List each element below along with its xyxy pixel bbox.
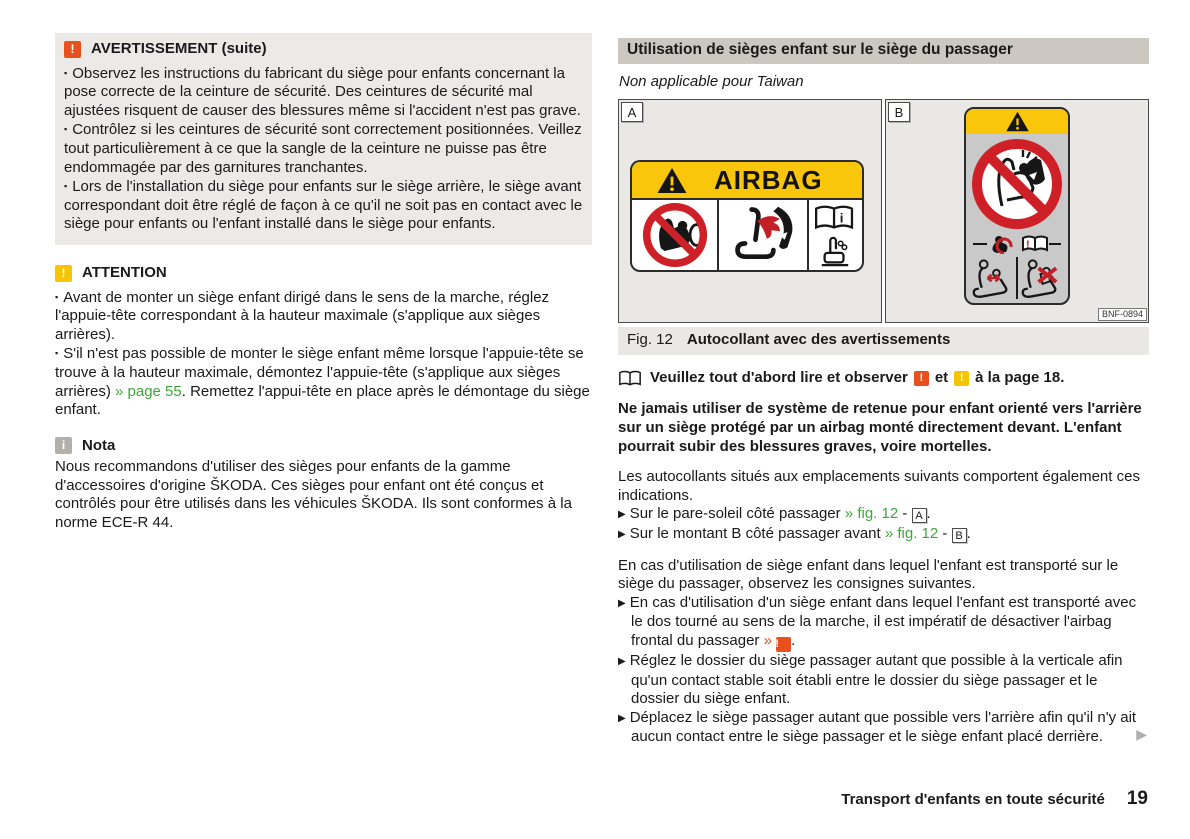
triangle-bullet-icon: ▶ bbox=[618, 655, 626, 667]
open-book-icon bbox=[618, 370, 642, 387]
svg-text:i: i bbox=[840, 210, 844, 226]
info-icon: i bbox=[55, 437, 72, 454]
figure-caption bbox=[618, 327, 1149, 355]
triangle-bullet-icon: ▶ bbox=[618, 509, 626, 521]
ref-b-box: B bbox=[952, 528, 967, 543]
fig-12-link[interactable]: » fig. 12 bbox=[844, 505, 899, 523]
figure-panel-a bbox=[618, 99, 882, 323]
page-footer bbox=[841, 790, 1148, 810]
triangle-bullet-icon: ▶ bbox=[618, 597, 626, 609]
right-column bbox=[618, 38, 1149, 746]
warning-item-text: Lors de l'installation du siège pour enfants sur le siège arrière, le siège avant correspondant doit être réglé de façon à ce qu'il ne soit pas en contact avec le siège pour enfants ou l'enfant installé dans le siège pour enfants. bbox=[64, 178, 583, 233]
sticker-b-icon-row bbox=[966, 234, 1068, 254]
seat-adjust-icon bbox=[970, 256, 1015, 300]
sticker-b-seat-diagrams bbox=[966, 254, 1068, 302]
consigne-bullet: ▶ Déplacez le siège passager autant que possible vers l'arrière afin qu'il n'y ait aucun contact entre le siège passager et le siège enfant placé derrière. bbox=[618, 708, 1137, 746]
square-bullet-icon: ▪ bbox=[64, 67, 68, 78]
figure-panel-b bbox=[885, 99, 1149, 323]
read-first-note bbox=[618, 369, 1149, 388]
figure-caption-text: Autocollant avec des avertissements bbox=[686, 331, 951, 349]
warning-ref-icon[interactable]: ! bbox=[776, 637, 791, 652]
warning-triangle-icon bbox=[656, 167, 688, 194]
triangle-bullet-icon: ▶ bbox=[618, 712, 626, 724]
left-column bbox=[55, 33, 592, 533]
nota-title: Nota bbox=[82, 436, 116, 454]
sticker-a-body bbox=[632, 200, 862, 270]
warning-item bbox=[64, 177, 583, 234]
attention-item bbox=[55, 288, 592, 345]
airbag-deployment-icon bbox=[717, 200, 807, 270]
nota-section bbox=[55, 437, 592, 533]
caution-ref-icon[interactable]: ! bbox=[954, 371, 969, 386]
page-number: 19 bbox=[1126, 788, 1148, 809]
nota-header bbox=[55, 437, 592, 456]
attention-item-text: . Remettez l'appui-tête en place après le démontage du siège enfant. bbox=[55, 382, 590, 419]
no-rear-facing-seat-prohibition-icon bbox=[966, 134, 1068, 234]
panel-b-label: B bbox=[888, 102, 910, 122]
page-55-link[interactable]: » page 55 bbox=[115, 382, 182, 400]
warning-exclamation-icon: ! bbox=[64, 41, 81, 58]
attention-section bbox=[55, 264, 592, 420]
no-rear-facing-child-seat-icon bbox=[632, 200, 717, 270]
consigne-bullet: ▶ En cas d'utilisation d'un siège enfant dans lequel l'enfant est transporté avec le dos tourné au sens de la marche, il est impératif de désactiver l'airbag frontal du passager » ! . bbox=[618, 593, 1137, 650]
sticker-b-header bbox=[966, 109, 1068, 134]
warning-item bbox=[64, 64, 583, 121]
locations-intro: Les autocollants situés aux emplacements suivants comportent également ces indications. bbox=[618, 468, 1140, 504]
figure-12 bbox=[618, 99, 1149, 323]
diagram-divider bbox=[1016, 257, 1018, 299]
warning-title: AVERTISSEMENT (suite) bbox=[91, 40, 267, 57]
footer-section-title: Transport d'enfants en toute sécurité bbox=[841, 791, 1105, 808]
warning-item bbox=[64, 120, 583, 177]
consignes-intro: En cas d'utilisation de siège enfant dans lequel l'enfant est transporté sur le siège du passager, observez les consignes suivantes. bbox=[618, 556, 1119, 593]
square-bullet-icon: ▪ bbox=[55, 348, 59, 359]
attention-header bbox=[55, 264, 592, 283]
no-child-seat-behind-icon bbox=[1019, 256, 1064, 300]
figure-code: BNF-0894 bbox=[1098, 308, 1147, 321]
nota-text: Nous recommandons d'utiliser des sièges pour enfants de la gamme d'accessoires d'origine ŠKODA. Ces sièges pour enfant ont été conçus et contrôlés pour être utilisés dans les véhicules ŠKODA. Ils sont conformes à la norme ECE-R 44. bbox=[55, 458, 572, 532]
warning-item-text: Contrôlez si les ceintures de sécurité sont correctement positionnées. Veillez tout particulièrement à ce que la sangle de la ceinture ne puisse pas être endommagée par des garnitures tranchantes. bbox=[64, 121, 582, 176]
consigne-bullet: ▶ Réglez le dossier du siège passager autant que possible à la verticale afin qu'un contact stable soit établi entre le dossier du siège passager et le dossier du siège enfant. bbox=[618, 651, 1123, 708]
location-bullet: ▶ Sur le pare-soleil côté passager » fig. 12 - A . bbox=[618, 505, 931, 523]
ref-a-box: A bbox=[912, 508, 927, 523]
sticker-a-header bbox=[632, 162, 862, 200]
attention-item bbox=[55, 344, 592, 419]
square-bullet-icon: ▪ bbox=[55, 291, 59, 302]
warning-ref-link[interactable]: » bbox=[763, 631, 772, 649]
figure-caption-label: Fig. 12 bbox=[627, 331, 673, 349]
section-title-bar: Utilisation de sièges enfant sur le siège du passager bbox=[618, 38, 1149, 64]
attention-item-text: S'il n'est pas possible de monter le siège enfant même lorsque l'appuie-tête se trouve à la hauteur maximale, démontez l'appuie-tête (s'applique aux sièges arrières) bbox=[55, 345, 584, 400]
warning-box bbox=[55, 33, 592, 245]
continuation-arrow-icon: ▶ bbox=[1136, 726, 1147, 743]
section-subtitle: Non applicable pour Taiwan bbox=[619, 72, 804, 90]
read-manual-icon bbox=[807, 200, 862, 270]
warning-ref-icon[interactable]: ! bbox=[914, 371, 929, 386]
airbag-sticker-horizontal bbox=[630, 160, 864, 272]
warning-header bbox=[64, 40, 583, 59]
warning-item-text: Observez les instructions du fabricant du siège pour enfants concernant la pose correcte de la ceinture de sécurité. Des ceintures de sécurité mal ajustées risquent de causer des blessures même si l'accident n'est pas grave. bbox=[64, 64, 581, 119]
caution-exclamation-icon: ! bbox=[55, 265, 72, 282]
read-first-text: Veuillez tout d'abord lire et observer ! et ! à la page 18. bbox=[650, 368, 1065, 386]
square-bullet-icon: ▪ bbox=[64, 124, 68, 135]
fig-12-link[interactable]: » fig. 12 bbox=[884, 524, 939, 542]
attention-title: ATTENTION bbox=[82, 263, 167, 281]
panel-a-label: A bbox=[621, 102, 643, 122]
location-bullet: ▶ Sur le montant B côté passager avant » fig. 12 - B . bbox=[618, 524, 971, 542]
airbag-sticker-vertical bbox=[964, 107, 1070, 305]
attention-item-text: Avant de monter un siège enfant dirigé dans le sens de la marche, réglez l'appuie-tête correspondant à la hauteur maximale (s'applique aux sièges arrières). bbox=[55, 288, 550, 343]
square-bullet-icon: ▪ bbox=[64, 181, 68, 192]
warning-triangle-icon bbox=[1005, 111, 1030, 132]
airbag-text: AIRBAG bbox=[714, 164, 823, 195]
svg-text:!: ! bbox=[1026, 239, 1030, 252]
airbag-warning-paragraph: Ne jamais utiliser de système de retenue pour enfant orienté vers l'arrière sur un siège protégé par un airbag monté directement devant. L'enfant pourrait subir des blessures graves, voire mortelles. bbox=[618, 400, 1142, 455]
triangle-bullet-icon: ▶ bbox=[618, 528, 626, 540]
